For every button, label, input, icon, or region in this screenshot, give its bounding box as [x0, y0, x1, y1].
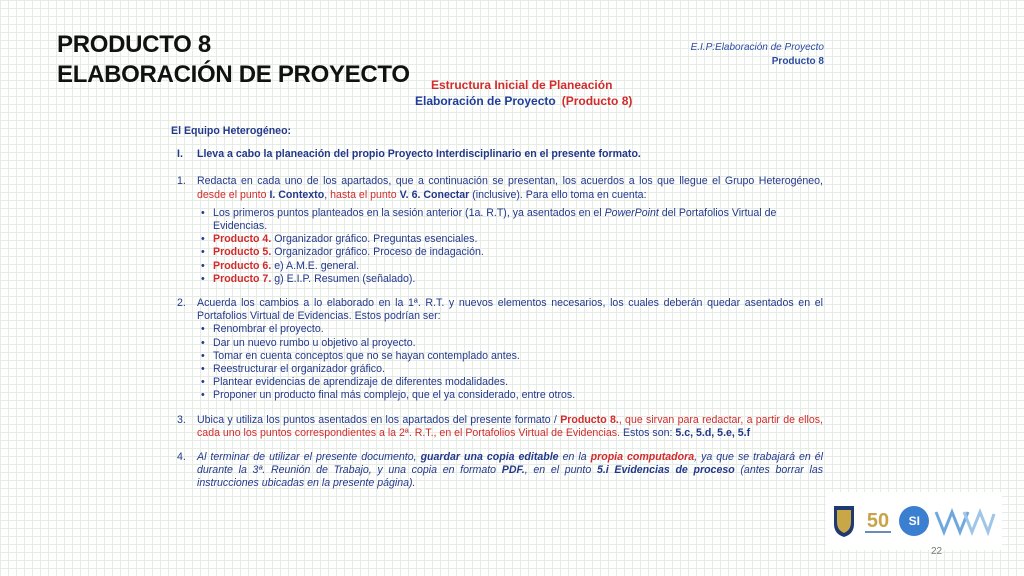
item4-text-a: Al terminar de utilizar el presente documento,: [197, 451, 421, 464]
item1-sep: ,: [324, 188, 331, 201]
item1-text-b: (inclusive). Para ello toma en cuenta:: [469, 188, 647, 201]
fifty-label: 50: [866, 510, 889, 532]
bullet-item: [171, 233, 823, 246]
item4-evidencias: 5.i Evidencias de proceso: [596, 464, 735, 477]
instruction-item-I: [171, 148, 823, 161]
bullet-icon: •: [201, 206, 205, 219]
bullet-item: [171, 246, 823, 259]
si-logo: SI: [899, 506, 929, 536]
bullet-text: e) A.M.E. general.: [271, 259, 360, 272]
bullet-producto-7: Producto 7.: [213, 272, 272, 285]
item1-text-a: Redacta en cada uno de los apartados, que a continuación se presentan, los acuerdos a los que llegue el Grupo Heterogéneo,: [197, 175, 823, 188]
item-text: [197, 414, 823, 440]
item-number: 4.: [177, 451, 186, 464]
bullet-text: Tomar en cuenta conceptos que no se hayan contemplado antes.: [213, 349, 520, 362]
bullet-item: [171, 323, 823, 336]
document-subtitle: [415, 94, 632, 108]
bullet-text: Proponer un producto final más complejo, que el ya considerado, entre otros.: [213, 389, 576, 402]
bullet-producto-6: Producto 6.: [213, 259, 272, 272]
item3-text-red: , que sirvan para redactar, a partir de ellos, cada uno los puntos correspondientes a la 2ª. R.T., en el Portafolios Virtual de Evidencias.: [197, 413, 823, 439]
bullet-text: g) E.I.P. Resumen (señalado).: [271, 272, 416, 285]
bullet-powerpoint: PowerPoint: [604, 206, 659, 219]
item3-points: 5.c, 5.d, 5.e, 5.f: [675, 426, 751, 439]
document-body: [171, 125, 823, 491]
item4-pdf: PDF.: [501, 464, 525, 477]
slide-title-line2: ELABORACIÓN DE PROYECTO: [57, 61, 410, 88]
item3-estos-son: Estos son:: [620, 426, 676, 439]
document-header-eip: E.I.P:Elaboración de Proyecto: [690, 42, 824, 53]
bullet-text: Plantear evidencias de aprendizaje de diferentes modalidades.: [213, 376, 509, 389]
bullet-icon: •: [201, 336, 205, 349]
item3-text-a: Ubica y utiliza los puntos asentados en los apartados del presente formato /: [197, 413, 561, 426]
bullet-item: [171, 273, 823, 286]
instruction-item-3: [171, 414, 823, 440]
bullet-item: [171, 207, 823, 233]
item4-text-c: , ya que se trabajará en él durante la 3ª. Reunión de Trabajo, y una copia en formato: [197, 451, 824, 477]
item-text: [197, 451, 823, 491]
document-structure-title: Estructura Inicial de Planeación: [431, 78, 613, 92]
item4-text-d: , en el punto: [524, 464, 597, 477]
bullet-icon: •: [201, 246, 205, 259]
unam-shield-icon: [832, 504, 856, 538]
bullet-icon: •: [201, 323, 205, 336]
bullet-item: [171, 337, 823, 350]
bullet-icon: •: [201, 389, 205, 402]
document-subtitle-text: Elaboración de Proyecto: [415, 94, 556, 108]
document-subtitle-producto: (Producto 8): [561, 94, 633, 108]
bullet-item: [171, 350, 823, 363]
bullet-icon: •: [201, 349, 205, 362]
bullet-text-end: del Portafolios Virtual de Evidencias.: [213, 206, 777, 233]
bullet-icon: •: [201, 233, 205, 246]
bullet-producto-4: Producto 4.: [213, 233, 272, 246]
instruction-item-2: [171, 297, 823, 323]
bullet-icon: •: [201, 259, 205, 272]
bullet-item: [171, 389, 823, 402]
item-text: Lleva a cabo la planeación del propio Proyecto Interdisciplinario en el presente formato.: [197, 148, 641, 161]
bullet-text: Organizador gráfico. Preguntas esenciales.: [271, 233, 478, 246]
page-number: 22: [931, 546, 943, 557]
item3-producto-8: Producto 8.: [560, 413, 619, 426]
wave-logo: [934, 506, 996, 536]
bullet-text: Dar un nuevo rumbo u objetivo al proyecto.: [213, 336, 416, 349]
logos-strip: [826, 492, 1002, 550]
bullet-text: Reestructurar el organizador gráfico.: [213, 363, 385, 376]
bullet-icon: •: [201, 376, 205, 389]
item4-text-b: en la: [558, 451, 591, 464]
item1-conectar: V. 6. Conectar: [399, 188, 470, 201]
bullet-producto-5: Producto 5.: [213, 246, 272, 259]
document-header-right: [691, 42, 824, 67]
bullet-text: Los primeros puntos planteados en la sesión anterior (1a. R.T), ya asentados en el: [213, 206, 605, 219]
item4-guardar: guardar una copia editable: [420, 451, 559, 464]
item4-propia-computadora: propia computadora: [590, 451, 695, 464]
slide-title: [57, 30, 410, 90]
item-number: 3.: [177, 413, 186, 426]
item-number: 2.: [177, 297, 186, 310]
item-number: I.: [177, 148, 183, 161]
bullet-icon: •: [201, 363, 205, 376]
instruction-item-4: [171, 451, 823, 491]
bullet-item: [171, 260, 823, 273]
fifty-years-logo: [861, 504, 895, 538]
document-header-producto: Producto 8: [771, 56, 824, 67]
bullet-item: [171, 376, 823, 389]
instruction-item-1: [171, 175, 823, 201]
item1-hasta: hasta el punto: [330, 188, 400, 201]
item4-text-e: (antes borrar las instrucciones ubicadas en la presente página).: [197, 464, 824, 490]
item1-contexto: I. Contexto: [269, 188, 325, 201]
bullet-text: Organizador gráfico. Proceso de indagación.: [271, 246, 484, 259]
bullet-icon: •: [201, 272, 205, 285]
bullet-text: Renombrar el proyecto.: [213, 323, 324, 336]
team-heading: El Equipo Heterogéneo:: [171, 125, 292, 137]
slide-title-line1: PRODUCTO 8: [57, 31, 211, 58]
item-number: 1.: [177, 175, 186, 188]
item1-desde: desde el punto: [197, 188, 270, 201]
bullet-item: [171, 363, 823, 376]
item-text: Acuerda los cambios a lo elaborado en la 1ª. R.T. y nuevos elementos necesarios, los cuales deberán quedar asentados en el Portafolios Virtual de Evidencias. Estos podrían ser:: [197, 297, 823, 323]
item-text: [197, 175, 823, 201]
